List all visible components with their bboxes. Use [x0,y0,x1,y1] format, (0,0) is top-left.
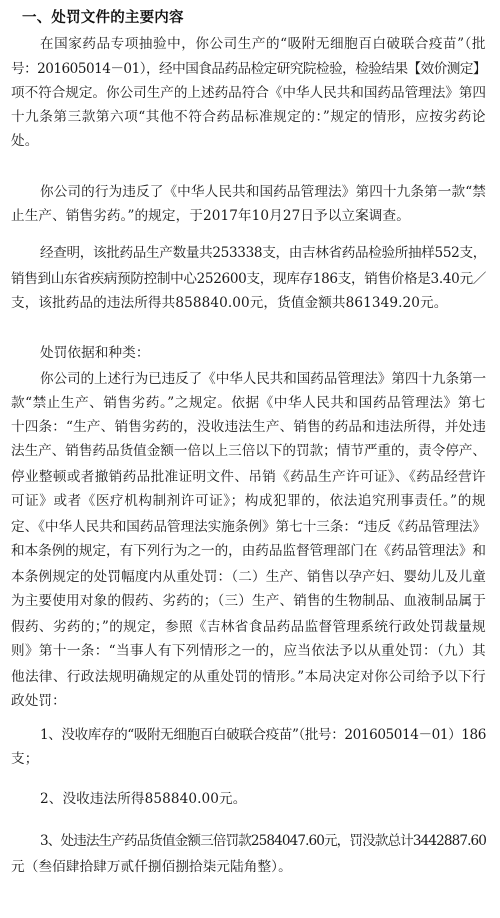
text-line: 处。 [11,133,39,149]
text-line: 支，该批药品的违法所得共858840.00元，货值金额共861349.20元。 [11,295,448,311]
text-line: 2、没收违法所得858840.00元。 [40,791,247,807]
text-line: 你公司的上述行为已违反了《中华人民共和国药品管理法》第四十九条第一 [40,371,486,387]
text-line: 经查明，该批药品生产数量共253338支，由吉林省药品检验所抽样552支， [40,245,486,261]
text-line: 可证》或者《医疗机构制剂许可证》；构成犯罪的，依法追究刑事责任。”的规 [11,493,486,509]
text-line: 本条例规定的处罚幅度内从重处罚：（二）生产、销售以孕产妇、婴幼儿及儿童 [11,569,486,585]
text-line: 十四条：“生产、销售劣药的，没收违法生产、销售的药品和违法所得，并处违 [11,419,486,435]
text-line: 法生产、销售药品货值金额一倍以上三倍以下的罚款；情节严重的，责令停产、 [11,443,486,459]
text-line: 1、没收库存的“吸附无细胞百白破联合疫苗”（批号：201605014－01）186 [40,727,486,743]
text-line: 政处罚： [11,693,66,709]
section-heading: 一、处罚文件的主要内容 [22,9,184,26]
text-line: 假药、劣药的；”的规定，参照《吉林省食品药品监督管理系统行政处罚裁量规 [11,619,486,635]
text-line: 十九条第三款第六项“其他不符合药品标准规定的：”规定的情形，应按劣药论 [11,109,486,125]
text-line: 项不符合规定。你公司生产的上述药品符合《中华人民共和国药品管理法》第四 [11,85,486,101]
text-line: 你公司的行为违反了《中华人民共和国药品管理法》第四十九条第一款“禁 [40,184,486,200]
text-line: 处罚依据和种类： [40,345,150,361]
text-line: 3、处违法生产药品货值金额三倍罚款2584047.60元，罚没款总计3442887.60 [40,833,486,849]
text-line: 为主要使用对象的假药、劣药的；（三）生产、销售的生物制品、血液制品属于 [11,593,486,609]
text-line: 元（叁佰肆拾肆万贰仟捌佰捌拾柒元陆角整）。 [11,859,292,875]
text-line: 销售到山东省疾病预防控制中心252600支，现库存186支，销售价格是3.40元／ [11,271,486,287]
text-line: 停业整顿或者撤销药品批准证明文件、吊销《药品生产许可证》、《药品经营许 [11,469,486,485]
text-line: 款“禁止生产、销售劣药。”之规定。依据《中华人民共和国药品管理法》第七 [11,395,486,411]
text-line: 则》第十一条：“当事人有下列情形之一的，应当依法予以从重处罚：（九）其 [11,643,486,659]
text-line: 支； [11,751,39,767]
text-line: 止生产、销售劣药。”的规定，于2017年10月27日予以立案调查。 [11,208,410,224]
text-line: 他法律、行政法规明确规定的从重处罚的情形。”本局决定对你公司给予以下行 [11,669,486,685]
text-line: 和本条例的规定，有下列行为之一的，由药品监督管理部门在《药品管理法》和 [11,543,486,559]
text-line: 在国家药品专项抽验中，你公司生产的“吸附无细胞百白破联合疫苗”（批 [40,36,486,52]
text-line: 定、《中华人民共和国药品管理法实施条例》第七十三条：“违反《药品管理法》 [11,519,486,535]
text-line: 号：201605014－01），经中国食品药品检定研究院检验，检验结果【效价测定】 [11,61,486,77]
